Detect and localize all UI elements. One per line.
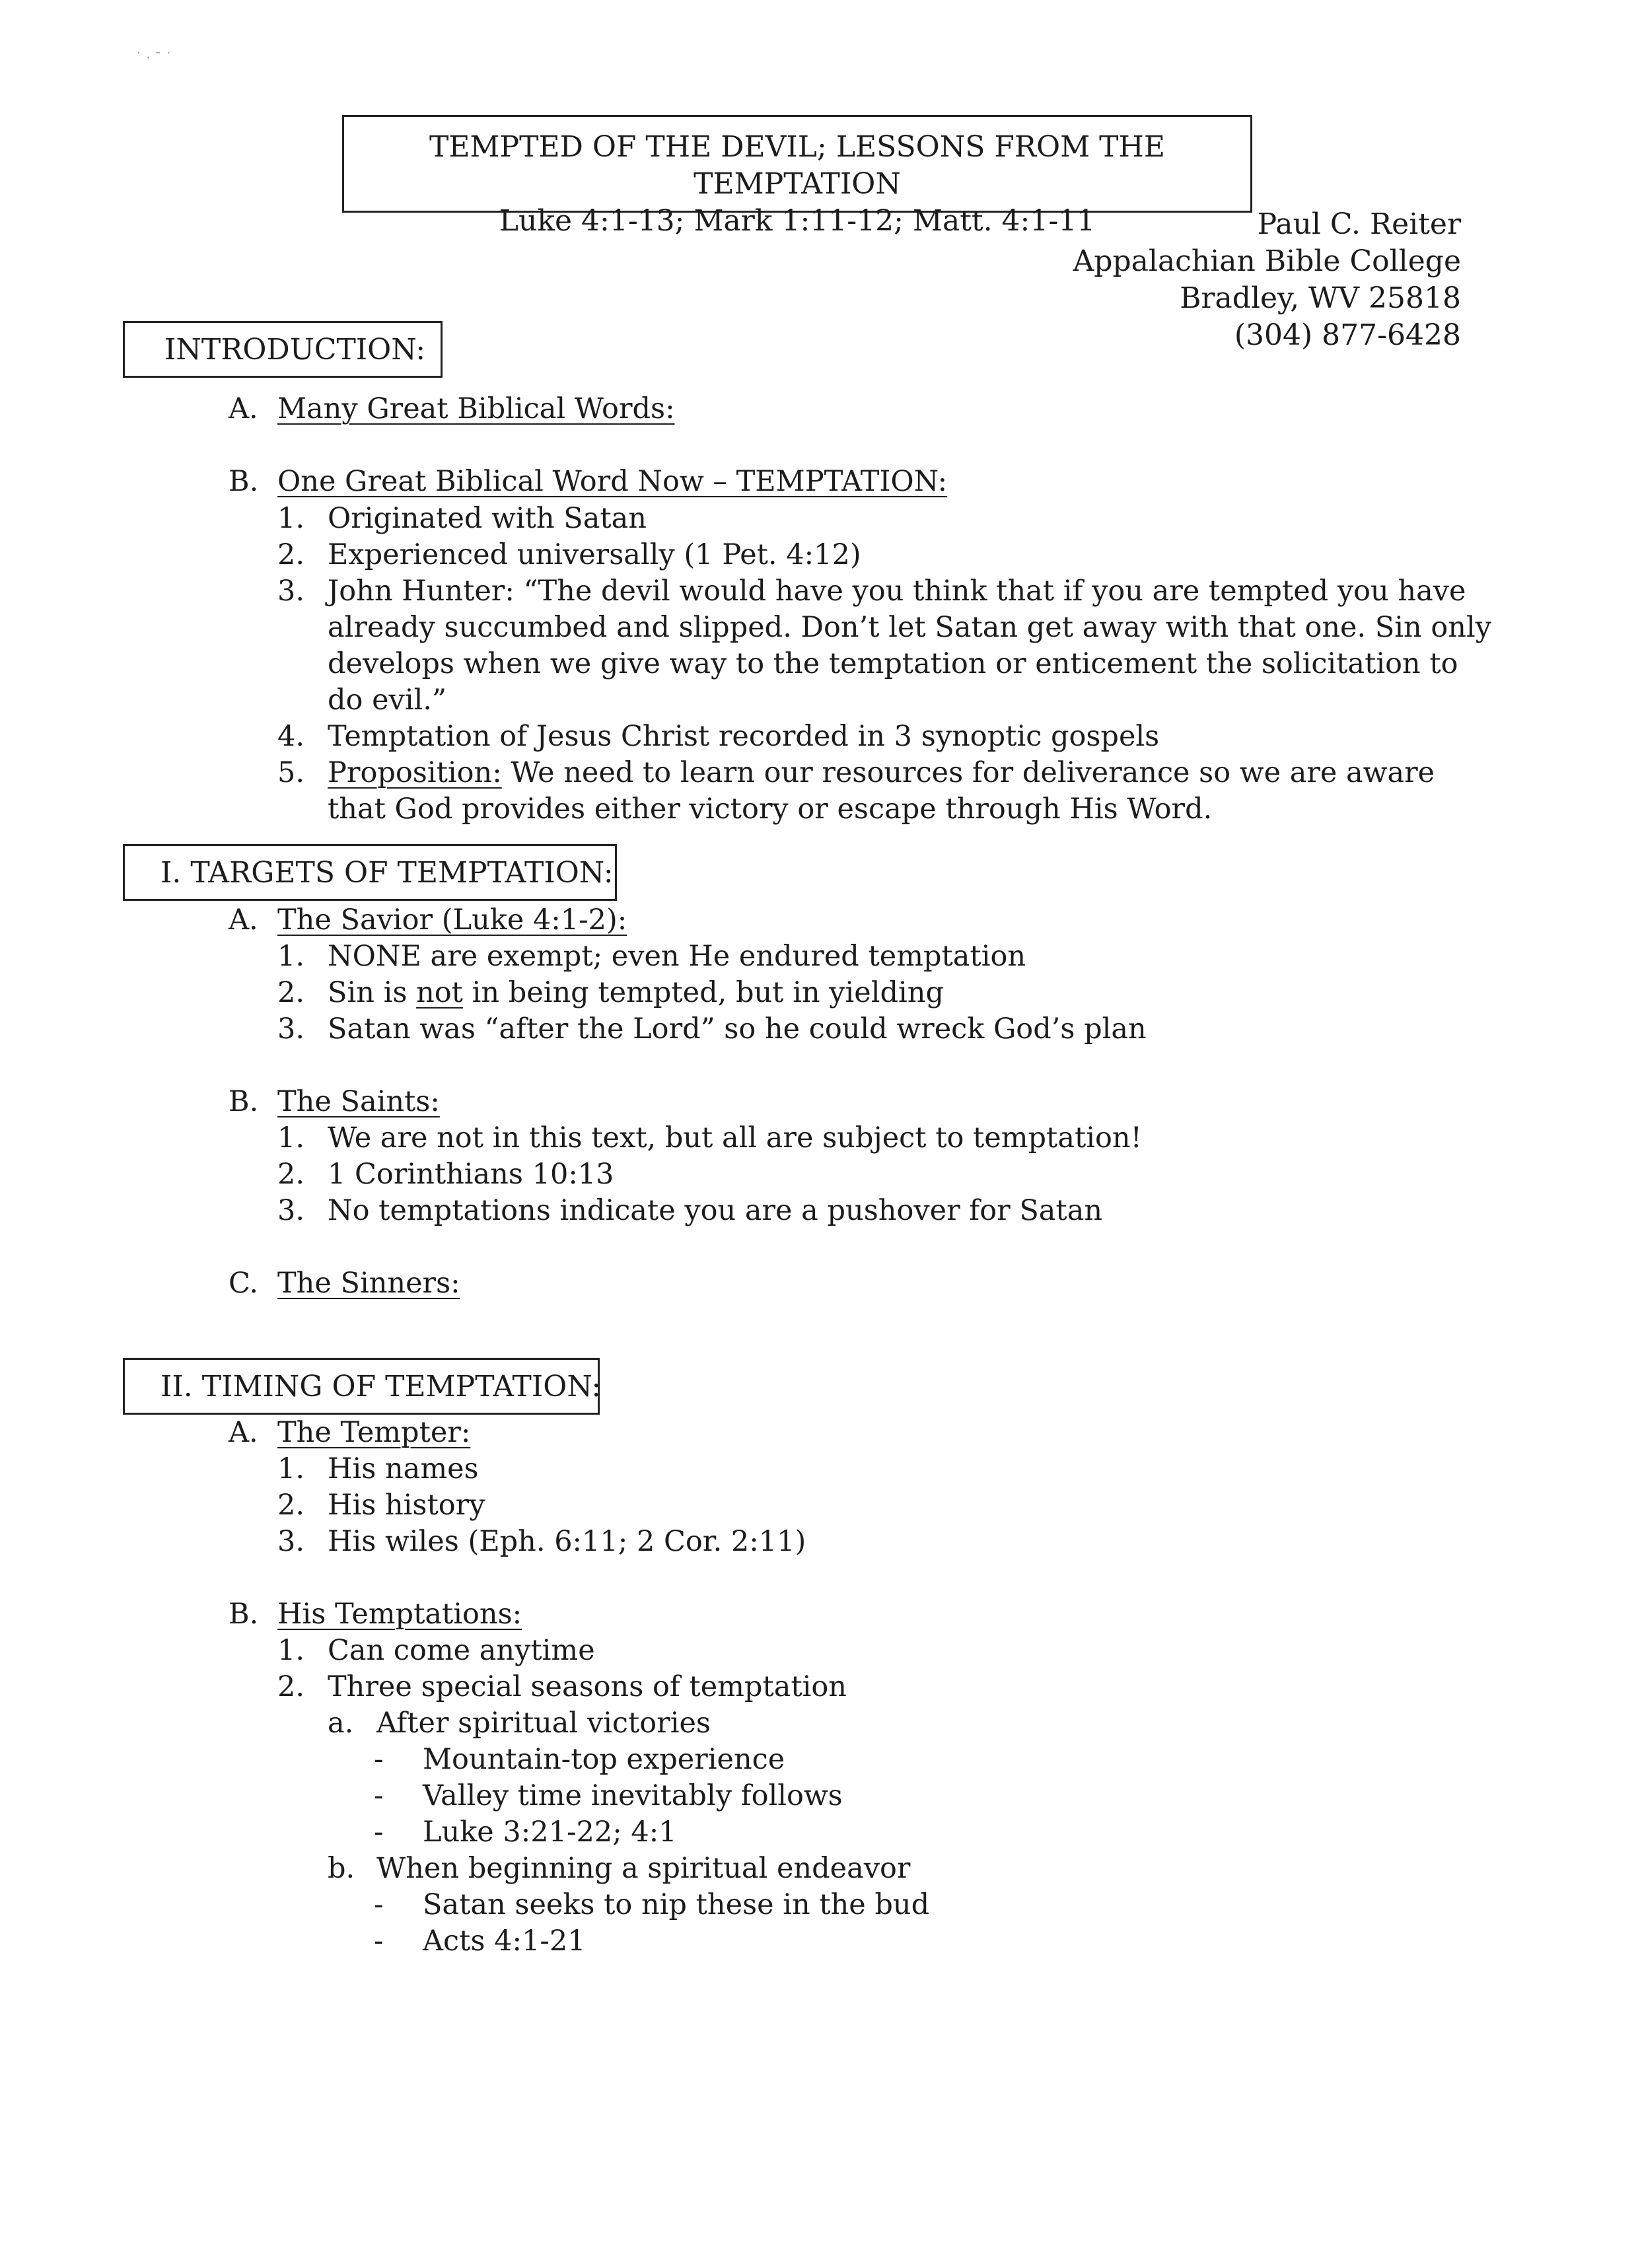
dash-bullet: - xyxy=(374,1743,384,1776)
number-label: 3. xyxy=(277,1012,305,1045)
sub-list-item xyxy=(328,1705,711,1742)
list-text: Valley time inevitably follows xyxy=(423,1779,843,1812)
list-text-continued: develops when we give way to the temptation or enticement the solicitation to xyxy=(328,647,1458,680)
scan-speck: ˙ · ¯ ˙ xyxy=(135,50,172,65)
list-text: Luke 3:21-22; 4:1 xyxy=(423,1816,677,1849)
list-text: NONE are exempt; even He endured temptation xyxy=(328,940,1026,973)
number-label: 1. xyxy=(277,502,305,535)
list-text: Can come anytime xyxy=(328,1634,595,1667)
section-heading-introduction: INTRODUCTION: xyxy=(123,321,443,378)
list-text: John Hunter: “The devil would have you think that if you are tempted you have xyxy=(328,575,1466,608)
list-text: Three special seasons of temptation xyxy=(328,1670,847,1703)
list-text: After spiritual victories xyxy=(376,1707,711,1740)
emphasis-word: not xyxy=(416,976,463,1009)
list-item xyxy=(277,755,1435,791)
list-text-continued: that God provides either victory or escape through His Word. xyxy=(328,793,1213,826)
dash-item xyxy=(374,1814,677,1851)
list-item xyxy=(277,939,1026,975)
dash-bullet: - xyxy=(374,1888,384,1921)
outline-label: A. xyxy=(229,1416,258,1449)
subheading: The Sinners: xyxy=(277,1267,460,1300)
list-item xyxy=(277,1633,595,1669)
number-label: 3. xyxy=(277,1525,305,1558)
list-item xyxy=(277,1524,806,1560)
list-text: Satan was “after the Lord” so he could wreck God’s plan xyxy=(328,1012,1147,1045)
list-text: 1 Corinthians 10:13 xyxy=(328,1158,614,1191)
outline-label: A. xyxy=(229,904,258,937)
list-text: When beginning a spiritual endeavor xyxy=(376,1852,911,1885)
outline-item xyxy=(229,1084,440,1120)
list-text: Temptation of Jesus Christ recorded in 3 synoptic gospels xyxy=(328,720,1160,753)
subheading: The Saints: xyxy=(277,1085,440,1118)
number-label: 2. xyxy=(277,538,305,571)
section-heading-timing: II. TIMING OF TEMPTATION: xyxy=(123,1358,600,1415)
number-label: 2. xyxy=(277,1670,305,1703)
outline-item xyxy=(229,464,947,500)
list-text: Sin is xyxy=(328,976,417,1009)
title-box xyxy=(342,115,1252,238)
list-text-continued: do evil.” xyxy=(328,684,446,717)
list-item xyxy=(277,1193,1102,1229)
list-item xyxy=(277,1487,485,1524)
list-text: His history xyxy=(328,1489,485,1522)
dash-bullet: - xyxy=(374,1925,384,1958)
number-label: 3. xyxy=(277,575,305,608)
list-text: No temptations indicate you are a pushover for Satan xyxy=(328,1194,1103,1227)
outline-item xyxy=(229,1265,460,1302)
number-label: 1. xyxy=(277,1634,305,1667)
list-text: We need to learn our resources for deliverance so we are aware xyxy=(501,756,1435,789)
list-text: His names xyxy=(328,1452,479,1485)
subheading: The Savior (Luke 4:1-2): xyxy=(277,904,627,937)
outline-label: B. xyxy=(229,465,259,498)
list-text: Satan seeks to nip these in the bud xyxy=(423,1888,930,1921)
list-item xyxy=(277,501,647,537)
number-label: 2. xyxy=(277,1489,305,1522)
letter-label: b. xyxy=(328,1852,355,1885)
list-item xyxy=(277,1120,1142,1156)
number-label: 1. xyxy=(277,940,305,973)
number-label: 1. xyxy=(277,1121,305,1154)
list-text: Experienced universally (1 Pet. 4:12) xyxy=(328,538,861,571)
number-label: 2. xyxy=(277,976,305,1009)
number-label: 5. xyxy=(277,756,305,789)
list-text: We are not in this text, but all are subject to temptation! xyxy=(328,1121,1142,1154)
number-label: 2. xyxy=(277,1158,305,1191)
outline-item xyxy=(229,902,627,939)
dash-item xyxy=(374,1887,929,1923)
dash-item xyxy=(374,1778,843,1814)
list-text: in being tempted, but in yielding xyxy=(462,976,944,1009)
author-phone: (304) 877-6428 xyxy=(1234,318,1461,352)
sub-list-item xyxy=(328,1851,910,1887)
number-label: 4. xyxy=(277,720,305,753)
list-text: His wiles (Eph. 6:11; 2 Cor. 2:11) xyxy=(328,1525,806,1558)
list-item xyxy=(277,1156,614,1193)
list-item xyxy=(277,1011,1147,1047)
dash-bullet: - xyxy=(374,1816,384,1849)
document-title: TEMPTED OF THE DEVIL; LESSONS FROM THE TEMPTATION xyxy=(429,130,1165,201)
subheading: His Temptations: xyxy=(277,1598,522,1631)
outline-item xyxy=(229,1415,470,1451)
author-address: Bradley, WV 25818 xyxy=(1180,281,1461,315)
outline-label: A. xyxy=(229,392,258,425)
list-item xyxy=(277,1451,479,1487)
list-text: Mountain-top experience xyxy=(423,1743,785,1776)
outline-label: B. xyxy=(229,1598,259,1631)
list-text: Originated with Satan xyxy=(328,502,647,535)
number-label: 3. xyxy=(277,1194,305,1227)
proposition-label: Proposition: xyxy=(328,756,502,789)
number-label: 1. xyxy=(277,1452,305,1485)
author-block xyxy=(1073,206,1461,354)
list-item xyxy=(277,719,1159,755)
subheading: The Tempter: xyxy=(277,1416,471,1449)
list-item xyxy=(277,537,861,573)
list-text-continued: already succumbed and slipped. Don’t let Satan get away with that one. Sin only xyxy=(328,611,1492,644)
subheading: Many Great Biblical Words: xyxy=(277,392,675,425)
author-name: Paul C. Reiter xyxy=(1257,207,1461,241)
section-heading-targets: I. TARGETS OF TEMPTATION: xyxy=(123,844,617,901)
dash-bullet: - xyxy=(374,1779,384,1812)
dash-item xyxy=(374,1923,586,1960)
dash-item xyxy=(374,1742,785,1778)
letter-label: a. xyxy=(328,1707,354,1740)
scripture-reference: Luke 4:1-13; Mark 1:11-12; Matt. 4:1-11 xyxy=(499,204,1096,238)
outline-label: B. xyxy=(229,1085,259,1118)
outline-item xyxy=(229,391,675,427)
outline-item xyxy=(229,1596,522,1633)
outline-label: C. xyxy=(229,1267,259,1300)
list-item xyxy=(277,1669,847,1705)
list-item xyxy=(277,573,1466,610)
subheading: One Great Biblical Word Now – TEMPTATION: xyxy=(277,465,948,498)
list-text: Acts 4:1-21 xyxy=(423,1925,586,1958)
author-institution: Appalachian Bible College xyxy=(1073,244,1461,278)
list-item xyxy=(277,975,944,1011)
